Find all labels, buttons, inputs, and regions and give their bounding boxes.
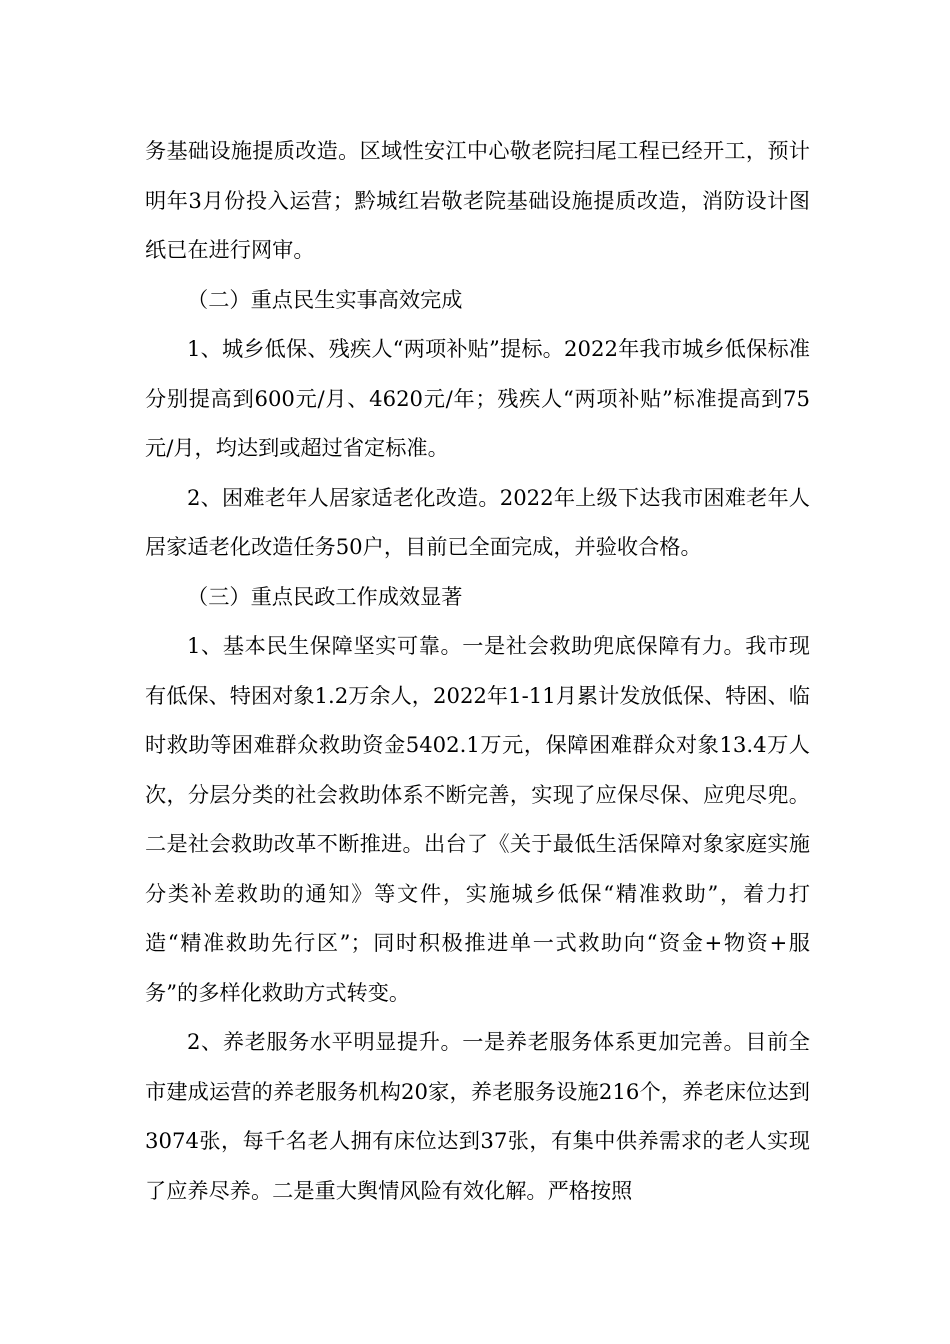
paragraph-item-2-elderly-care: 2、养老服务水平明显提升。一是养老服务体系更加完善。目前全市建成运营的养老服务机构20家，养老服务设施216个，养老床位达到3074张，每千名老人拥有床位达到37张，有集中供养需求的老人实现了应养尽养。二是重大舆情风险有效化解。严格按照: [145, 1029, 810, 1203]
paragraph-item-1: 1、城乡低保、残疾人“两项补贴”提标。2022年我市城乡低保标准分别提高到600元/月、4620元/年；残疾人“两项补贴”标准提高到75元/月，均达到或超过省定标准。: [145, 336, 810, 460]
document-body: [145, 126, 810, 1215]
section-heading-3: （三）重点民政工作成效显著: [187, 583, 463, 609]
section-heading-2: （二）重点民生实事高效完成: [187, 286, 463, 312]
paragraph-continuation: 务基础设施提质改造。区域性安江中心敬老院扫尾工程已经开工，预计明年3月份投入运营；黔城红岩敬老院基础设施提质改造，消防设计图纸已在进行网审。: [145, 138, 810, 262]
paragraph-item-2: 2、困难老年人居家适老化改造。2022年上级下达我市困难老年人居家适老化改造任务50户，目前已全面完成，并验收合格。: [145, 484, 810, 559]
paragraph-item-1-basic-livelihood: 1、基本民生保障坚实可靠。一是社会救助兜底保障有力。我市现有低保、特困对象1.2万余人，2022年1-11月累计发放低保、特困、临时救助等困难群众救助资金5402.1万元，保障困难群众对象13.4万人次，分层分类的社会救助体系不断完善，实现了应保尽保、应兜尽兜。二是社会救助改革不断推进。出台了《关于最低生活保障对象家庭实施分类补差救助的通知》等文件，实施城乡低保“精准救助”，着力打造“精准救助先行区”；同时积极推进单一式救助向“资金+物资+服务”的多样化救助方式转变。: [145, 633, 810, 1005]
